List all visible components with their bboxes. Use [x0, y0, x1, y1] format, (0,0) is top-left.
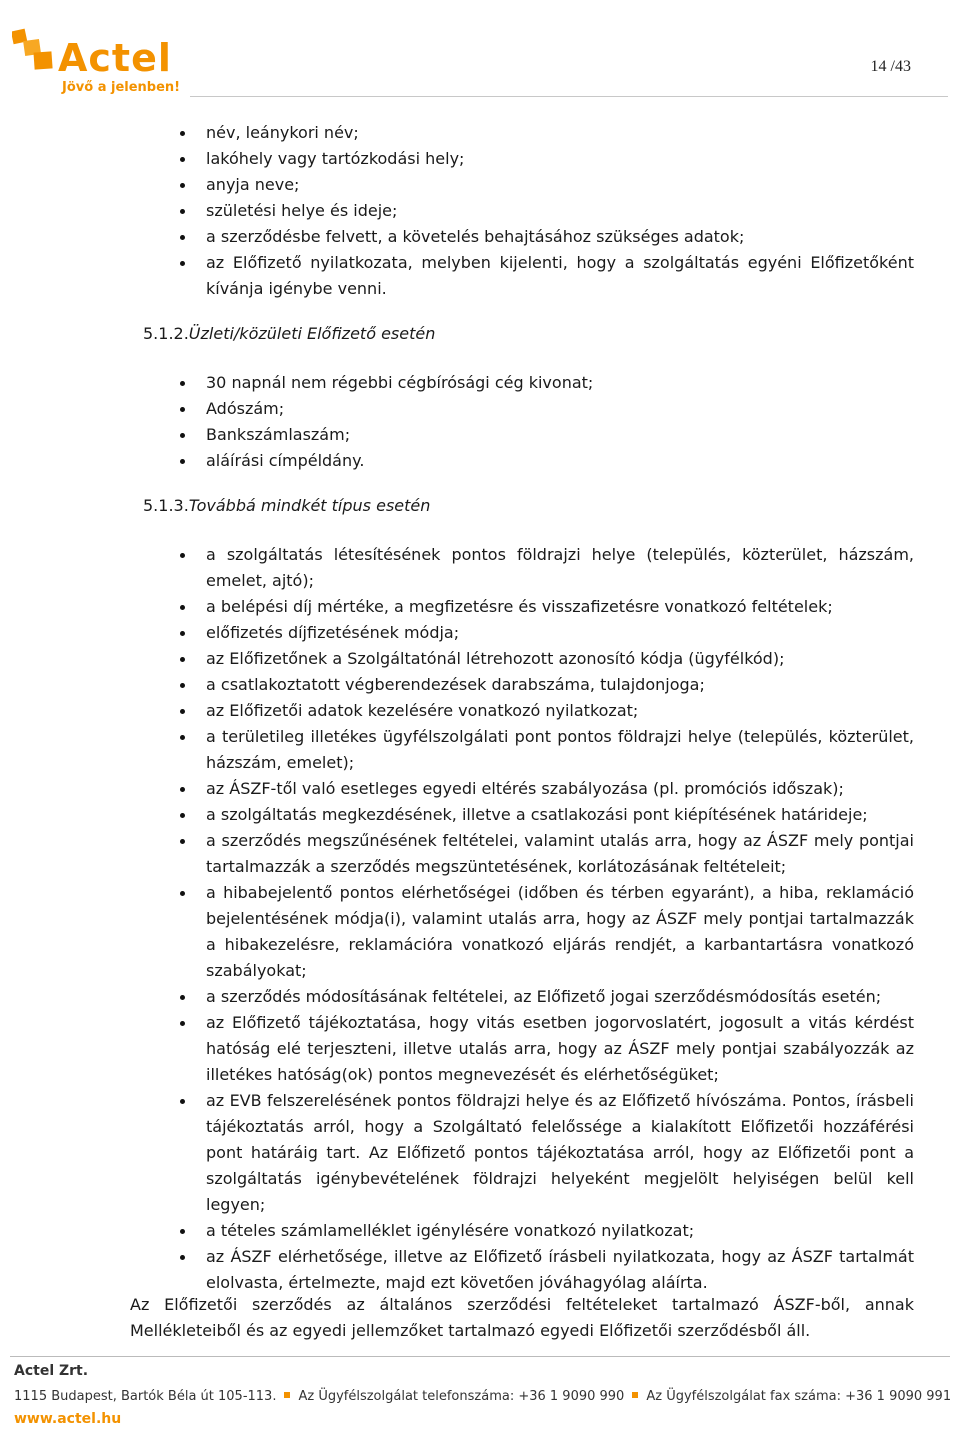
footer-website-link[interactable]: www.actel.hu: [14, 1411, 122, 1427]
list-item: az Előfizető tájékoztatása, hogy vitás esetben jogorvoslatért, jogosult a vitás kérdést hatóság elé terjeszteni, illetve utalás arra, hogy az ÁSZF mely pontjai szabályozzák az illetékes hatóság(ok) pontos megnevezését és elérhetőségüket;: [0, 1010, 960, 1088]
footer-address: 1115 Budapest, Bartók Béla út 105-113.: [14, 1389, 277, 1404]
footer-company: Actel Zrt.: [14, 1363, 89, 1379]
list-item: név, leánykori név;: [0, 120, 960, 146]
personal-data-list-block: [0, 120, 960, 302]
list-item: az EVB felszerelésének pontos földrajzi helye és az Előfizető hívószáma. Pontos, írásbeli tájékoztatás arról, hogy a Szolgáltató felelőssége a kialakított Előfizetői hozzáférési pont határáig tart. Az Előfizető pontos tájékoztatása arról, hogy az Előfizetői pont a szolgáltatás igénybevételének földrajzi helyeként megjelölt helyiségen belül kell legyen;: [0, 1088, 960, 1218]
list-item: a szolgáltatás megkezdésének, illetve a csatlakozási pont kiépítésének határideje;: [0, 802, 960, 828]
business-list-block: [0, 370, 960, 474]
list-item: az ÁSZF-től való esetleges egyedi eltérés szabályozása (pl. promóciós időszak);: [0, 776, 960, 802]
list-item: 30 napnál nem régebbi cégbírósági cég kivonat;: [0, 370, 960, 396]
footer-divider: [10, 1356, 950, 1357]
page-number: 14 /43: [870, 58, 911, 75]
footer-fax: Az Ügyfélszolgálat fax száma: +36 1 9090 991: [646, 1389, 952, 1404]
list-item: a szerződésbe felvett, a követelés behajtásához szükséges adatok;: [0, 224, 960, 250]
separator-square-icon: [632, 1392, 638, 1398]
list-item: lakóhely vagy tartózkodási hely;: [0, 146, 960, 172]
section-heading-512: [143, 323, 435, 345]
business-list: [0, 370, 960, 474]
list-item: az Előfizető nyilatkozata, melyben kijelenti, hogy a szolgáltatás egyéni Előfizetőként kívánja igénybe venni.: [0, 250, 960, 302]
personal-data-list: [0, 120, 960, 302]
page-footer: [0, 1355, 960, 1435]
common-list-block: [0, 542, 960, 1296]
footer-contact-line: [14, 1389, 951, 1404]
header-divider: [190, 96, 948, 97]
list-item: a hibabejelentő pontos elérhetőségei (időben és térben egyaránt), a hiba, reklamáció bejelentésének módja(i), valamint utalás arra, hogy az ÁSZF mely pontjai tartalmazzák a hibakezelésre, reklamációra vonatkozó eljárás rendjét, a karbantartásra vonatkozó szabályokat;: [0, 880, 960, 984]
closing-paragraph: Az Előfizetői szerződés az általános szerződési feltételeket tartalmazó ÁSZF-ből, annak Mellékleteiből és az egyedi jellemzőket tartalmazó egyedi Előfizetői szerződésből áll.: [130, 1295, 914, 1340]
list-item: születési helye és ideje;: [0, 198, 960, 224]
section-title: Üzleti/közületi Előfizető esetén: [188, 324, 436, 343]
logo-text: Actel: [58, 36, 172, 80]
list-item: aláírási címpéldány.: [0, 448, 960, 474]
list-item: a szolgáltatás létesítésének pontos földrajzi helye (település, közterület, házszám, emelet, ajtó);: [0, 542, 960, 594]
section-number: 5.1.3.: [143, 496, 189, 515]
footer-phone: Az Ügyfélszolgálat telefonszáma: +36 1 9090 990: [298, 1389, 625, 1404]
list-item: a belépési díj mértéke, a megfizetésre és visszafizetésre vonatkozó feltételek;: [0, 594, 960, 620]
section-number: 5.1.2.: [143, 324, 189, 343]
section-heading-513: [143, 495, 430, 517]
list-item: a szerződés módosításának feltételei, az Előfizető jogai szerződésmódosítás esetén;: [0, 984, 960, 1010]
list-item: az Előfizetőnek a Szolgáltatónál létrehozott azonosító kódja (ügyfélkód);: [0, 646, 960, 672]
page-header: [0, 0, 960, 110]
list-item: Bankszámlaszám;: [0, 422, 960, 448]
actel-logo: [12, 26, 187, 104]
list-item: Adószám;: [0, 396, 960, 422]
list-item: az Előfizetői adatok kezelésére vonatkozó nyilatkozat;: [0, 698, 960, 724]
separator-square-icon: [284, 1392, 290, 1398]
common-list: [0, 542, 960, 1296]
list-item: anyja neve;: [0, 172, 960, 198]
list-item: előfizetés díjfizetésének módja;: [0, 620, 960, 646]
list-item: az ÁSZF elérhetősége, illetve az Előfizető írásbeli nyilatkozata, hogy az ÁSZF tartalmát elolvasta, értelmezte, majd ezt követően jóváhagyólag aláírta.: [0, 1244, 960, 1296]
logo-tagline: Jövő a jelenben!: [62, 80, 181, 95]
list-item: a területileg illetékes ügyfélszolgálati pont pontos földrajzi helye (település, közterület, házszám, emelet);: [0, 724, 960, 776]
list-item: a szerződés megszűnésének feltételei, valamint utalás arra, hogy az ÁSZF mely pontjai tartalmazzák a szerződés megszüntetésének, korlátozásának feltételeit;: [0, 828, 960, 880]
section-title: Továbbá mindkét típus esetén: [188, 496, 431, 515]
list-item: a csatlakoztatott végberendezések darabszáma, tulajdonjoga;: [0, 672, 960, 698]
list-item: a tételes számlamelléklet igénylésére vonatkozó nyilatkozat;: [0, 1218, 960, 1244]
